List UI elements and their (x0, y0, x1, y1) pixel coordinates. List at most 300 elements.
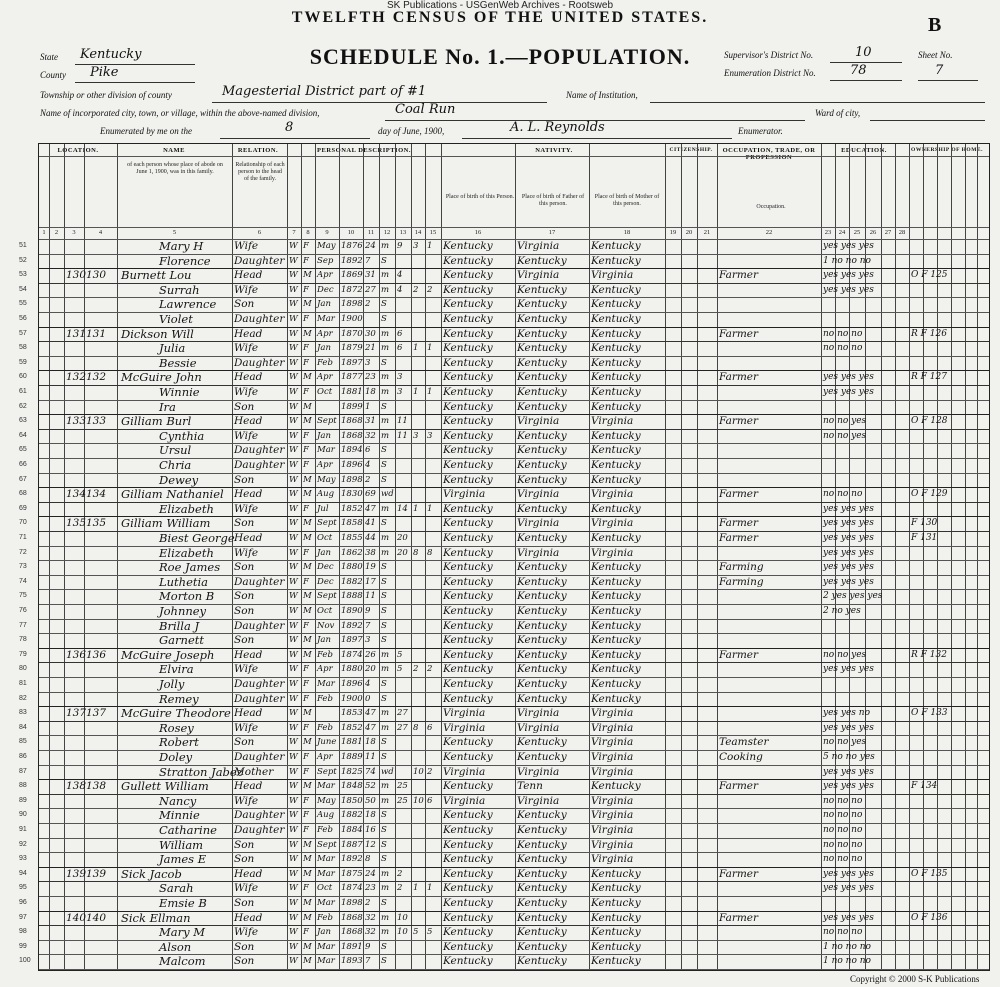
cell-sex: F (303, 576, 309, 587)
cell-age: 24 (365, 868, 376, 879)
cell-rel: Son (234, 517, 255, 530)
cell-name: Elizabeth (159, 501, 214, 516)
cell-mbp: Kentucky (591, 429, 641, 442)
cell-edu: yes yes yes (823, 766, 874, 777)
cell-yr: 1890 (341, 606, 363, 616)
cell-yr: 1876 (341, 241, 363, 251)
cell-yrs: 27 (397, 722, 408, 733)
enumerator-name: A. L. Reynolds (510, 120, 605, 135)
cell-col: W (289, 737, 298, 748)
cell-bp: Kentucky (443, 692, 493, 705)
cell-bp: Kentucky (443, 590, 493, 603)
line-number: 53 (19, 271, 27, 279)
cell-bp: Kentucky (443, 940, 493, 953)
line-number: 87 (19, 767, 27, 775)
cell-age: 31 (365, 270, 376, 281)
cell-dw: 137 (66, 707, 87, 720)
column-number: 5 (172, 229, 177, 236)
cell-mar: S (381, 941, 387, 952)
cell-yr: 1880 (341, 562, 363, 573)
cell-mbp: Kentucky (591, 240, 641, 252)
cell-bp: Kentucky (443, 517, 493, 530)
cell-col: W (289, 868, 298, 879)
cell-mbp: Kentucky (591, 400, 641, 413)
cell-bp: Kentucky (443, 342, 493, 355)
cell-col: W (289, 401, 298, 412)
cell-mo: Oct (317, 387, 333, 397)
line-number: 79 (19, 650, 27, 658)
cell-yrs: 5 (397, 649, 403, 660)
cell-age: 23 (365, 372, 376, 383)
cell-rel: Daughter (234, 678, 285, 690)
cell-col: W (289, 591, 298, 602)
cell-fbp: Virginia (517, 765, 560, 778)
ward-label: Ward of city, (815, 108, 861, 118)
cell-mbp: Virginia (591, 721, 634, 734)
cell-mbp: Kentucky (591, 780, 641, 793)
cell-mar: S (381, 737, 387, 748)
cell-col: W (289, 343, 298, 354)
cell-age: 3 (365, 635, 371, 646)
cell-mar: S (381, 474, 387, 485)
cell-mo: Oct (317, 606, 333, 616)
cell-sex: F (303, 722, 309, 733)
line-number: 89 (19, 796, 27, 804)
cell-edu: no no no (823, 825, 863, 835)
cell-yr: 1892 (341, 854, 363, 865)
cell-sex: M (303, 898, 312, 908)
cell-mo: Sept (317, 766, 337, 777)
cell-mbp: Kentucky (591, 692, 641, 705)
cell-yrs: 10 (397, 927, 408, 938)
sheet-label: Sheet No. (918, 50, 953, 60)
cell-sex: F (303, 547, 309, 558)
cell-sex: F (303, 241, 309, 251)
cell-name: Elizabeth (159, 545, 214, 560)
cell-col: W (289, 693, 298, 704)
cell-rel: Daughter (234, 809, 285, 822)
cell-yrs: 3 (397, 387, 403, 397)
cell-occ: Farmer (719, 269, 759, 282)
cell-edu: 1 no no no (823, 255, 871, 266)
cell-sex: M (303, 635, 312, 646)
group-ownership: OWNERSHIP OF HOME. (911, 147, 983, 153)
cell-name: Dickson Will (121, 326, 194, 341)
column-number: 22 (765, 229, 773, 236)
cell-mo: Sept (317, 416, 337, 427)
cell-rel: Head (234, 371, 263, 384)
cell-edu: yes yes yes (823, 518, 874, 529)
cell-sex: F (303, 445, 309, 456)
cell-age: 47 (365, 722, 376, 733)
cell-rel: Wife (234, 429, 259, 442)
cell-fam: 136 (86, 648, 107, 661)
cell-fbp: Kentucky (517, 444, 567, 457)
cell-col: W (289, 795, 298, 806)
cell-bp: Kentucky (443, 240, 493, 252)
enumeration-district-label: Enumeration District No. (724, 68, 816, 78)
cell-name: Minnie (159, 808, 200, 823)
line-number: 98 (19, 928, 27, 936)
cell-col: W (289, 416, 298, 427)
cell-name: Mary H (159, 239, 204, 253)
cell-yrs: 3 (397, 372, 403, 383)
cell-sex: F (303, 927, 309, 938)
cell-mo: Apr (317, 460, 333, 470)
cell-age: 38 (365, 547, 376, 558)
cell-mar: m (381, 270, 390, 281)
cell-mbp: Kentucky (591, 911, 641, 924)
cell-liv: 1 (427, 343, 433, 354)
cell-rel: Head (234, 780, 263, 793)
cell-mbp: Kentucky (591, 313, 641, 325)
cell-edu: no no no (823, 489, 863, 500)
cell-ch: 3 (413, 241, 419, 251)
city-value: Coal Run (395, 102, 456, 117)
watermark-text: SK Publications - USGenWeb Archives - Rootsweb (386, 0, 614, 11)
cell-yrs: 2 (397, 883, 403, 894)
cell-age: 17 (365, 576, 376, 587)
cell-sex: F (303, 825, 309, 835)
cell-dw: 130 (66, 269, 87, 282)
cell-ch: 2 (413, 284, 419, 295)
cell-mo: Mar (317, 781, 335, 792)
cell-edu: yes yes yes (823, 270, 874, 281)
cell-yr: 1882 (341, 576, 363, 587)
cell-edu: yes yes yes (823, 284, 874, 295)
column-number: 2 (54, 229, 59, 236)
cell-age: 11 (365, 591, 376, 602)
column-number: 21 (703, 229, 711, 236)
cell-yr: 1872 (341, 284, 363, 295)
cell-mbp: Kentucky (591, 532, 641, 544)
cell-sex: F (303, 693, 309, 704)
cell-name: Sarah (159, 881, 194, 896)
column-number: 12 (383, 229, 391, 236)
cell-mar: m (381, 547, 390, 558)
cell-age: 26 (365, 649, 376, 660)
line-number: 67 (19, 475, 27, 483)
cell-yr: 1852 (341, 722, 363, 733)
cell-mo: Jul (317, 503, 329, 514)
cell-bp: Kentucky (443, 838, 493, 851)
cell-yr: 1898 (341, 299, 363, 310)
column-number: 27 (884, 229, 892, 236)
cell-mbp: Kentucky (591, 678, 641, 690)
cell-bp: Kentucky (443, 853, 493, 866)
cell-liv: 1 (427, 241, 433, 251)
cell-age: 7 (365, 620, 371, 631)
cell-name: Nancy (159, 793, 197, 808)
cell-fbp: Kentucky (517, 867, 567, 880)
cell-mo: Sept (317, 591, 337, 602)
cell-mbp: Virginia (591, 736, 634, 749)
cell-mo: Mar (317, 898, 335, 908)
mother-birthplace-column-header: Place of birth of Mother of this person. (594, 194, 660, 207)
cell-mo: Mar (317, 868, 335, 879)
line-number: 58 (19, 344, 27, 352)
cell-fbp: Kentucky (517, 882, 567, 895)
cell-name: Garnett (159, 633, 204, 648)
line-number: 91 (19, 826, 27, 833)
cell-yr: 1887 (341, 839, 363, 850)
cell-mar: S (381, 314, 387, 324)
cell-mar: m (381, 416, 390, 427)
cell-sex: M (303, 372, 312, 383)
cell-mo: Apr (317, 270, 333, 281)
cell-rel: Daughter (234, 575, 285, 588)
cell-col: W (289, 839, 298, 850)
cell-mar: wd (381, 766, 394, 777)
cell-fbp: Kentucky (517, 386, 567, 398)
cell-name: Lawrence (159, 297, 217, 312)
cell-mar: m (381, 883, 390, 894)
cell-yr: 1874 (341, 649, 363, 660)
cell-mo: Jan (317, 430, 331, 441)
cell-col: W (289, 752, 298, 762)
cell-rel: Wife (234, 926, 259, 939)
cell-edu: 5 no no yes (823, 752, 875, 762)
cell-col: W (289, 635, 298, 646)
cell-dw: 133 (66, 415, 87, 428)
cell-mar: m (381, 708, 390, 719)
cell-name: McGuire Joseph (121, 647, 215, 662)
cell-fbp: Virginia (517, 269, 560, 282)
enumerated-label: Enumerated by me on the (100, 126, 192, 136)
cell-sex: M (303, 941, 312, 952)
supervisor-label: Supervisor's District No. (724, 50, 814, 60)
cell-sex: F (303, 620, 309, 631)
cell-mar: m (381, 781, 390, 792)
cell-rel: Wife (234, 342, 259, 355)
cell-mo: Jan (317, 547, 331, 558)
cell-yrs: 6 (397, 343, 403, 354)
cell-age: 4 (365, 679, 371, 689)
cell-mar: S (381, 445, 387, 456)
cell-col: W (289, 883, 298, 894)
cell-mo: Sept (317, 518, 337, 529)
cell-name: Julia (159, 341, 186, 356)
line-number: 72 (19, 548, 27, 556)
cell-sex: F (303, 503, 309, 514)
cell-rel: Head (234, 327, 263, 340)
column-number: 1 (42, 229, 46, 236)
copyright-text: Copyright © 2000 S-K Publications (850, 974, 980, 984)
cell-edu: no no no (823, 839, 863, 850)
cell-yr: 1894 (341, 445, 363, 456)
cell-age: 44 (365, 533, 376, 543)
line-number: 88 (19, 782, 27, 790)
cell-age: 69 (365, 489, 376, 500)
column-number: 18 (623, 229, 631, 236)
cell-edu: yes yes yes (823, 533, 874, 543)
cell-sex: F (303, 343, 309, 354)
cell-mbp: Kentucky (591, 575, 641, 588)
line-number: 56 (19, 315, 27, 322)
cell-name: Mary M (159, 925, 206, 940)
cell-name: Luthetia (159, 574, 209, 589)
cell-mo: Feb (317, 693, 333, 704)
cell-mo: Mar (317, 679, 335, 689)
cell-name: Surrah (159, 282, 200, 297)
cell-col: W (289, 606, 298, 616)
cell-fam: 133 (86, 415, 107, 428)
cell-edu: no no yes (823, 430, 867, 441)
cell-name: Doley (159, 750, 193, 764)
cell-name: Gullett William (121, 779, 209, 794)
cell-edu: yes yes yes (823, 562, 874, 573)
cell-dw: 131 (66, 327, 87, 340)
cell-col: W (289, 562, 298, 573)
cell-mar: m (381, 343, 390, 354)
cell-name: Ursul (159, 443, 192, 458)
cell-yrs: 25 (397, 781, 408, 792)
cell-own: R F 126 (911, 328, 947, 339)
cell-mar: m (381, 533, 390, 543)
cell-edu: no no yes (823, 737, 867, 748)
cell-mo: Feb (317, 825, 333, 835)
cell-yrs: 10 (397, 912, 408, 923)
line-number: 52 (19, 256, 27, 264)
cell-rel: Wife (234, 663, 259, 676)
cell-yr: 1868 (341, 416, 363, 427)
cell-bp: Kentucky (443, 502, 493, 515)
cell-fam: 130 (86, 269, 107, 282)
column-number: 16 (474, 229, 482, 236)
cell-fbp: Virginia (517, 488, 560, 501)
cell-edu: yes yes yes (823, 241, 874, 251)
cell-mar: S (381, 679, 387, 689)
cell-mbp: Kentucky (591, 283, 641, 296)
cell-occ: Farming (719, 575, 764, 588)
cell-name: Emsie B (159, 896, 207, 910)
cell-mbp: Kentucky (591, 561, 641, 574)
cell-fbp: Virginia (517, 546, 560, 559)
column-number: 15 (429, 229, 437, 236)
cell-bp: Virginia (443, 765, 486, 778)
cell-sex: M (303, 299, 312, 310)
cell-age: 31 (365, 416, 376, 427)
cell-fbp: Kentucky (517, 356, 567, 369)
cell-yrs: 2 (397, 868, 403, 879)
cell-yrs: 20 (397, 547, 408, 558)
line-number: 60 (19, 373, 27, 381)
cell-bp: Kentucky (443, 736, 493, 749)
cell-sex: F (303, 810, 309, 821)
cell-rel: Wife (234, 386, 259, 398)
cell-age: 16 (365, 825, 376, 835)
cell-mbp: Kentucky (591, 371, 641, 384)
cell-mar: S (381, 620, 387, 631)
cell-fbp: Kentucky (517, 459, 567, 471)
cell-name: Malcom (159, 954, 206, 969)
cell-mar: m (381, 868, 390, 879)
line-number: 66 (19, 461, 27, 468)
cell-rel: Son (234, 955, 255, 968)
cell-mbp: Kentucky (591, 459, 641, 471)
cell-yrs: 4 (397, 270, 403, 281)
line-number: 69 (19, 504, 27, 512)
cell-sex: F (303, 357, 309, 368)
line-number: 85 (19, 738, 27, 746)
city-label: Name of incorporated city, town, or village, within the above-named division, (40, 108, 320, 118)
cell-edu: yes yes yes (823, 912, 874, 923)
cell-age: 4 (365, 460, 371, 470)
cell-yr: 1881 (341, 387, 363, 397)
cell-fbp: Kentucky (517, 809, 567, 822)
cell-fbp: Kentucky (517, 853, 567, 866)
line-number: 97 (19, 913, 27, 921)
cell-mbp: Kentucky (591, 473, 641, 486)
cell-yr: 1892 (341, 620, 363, 631)
cell-name: Roe James (159, 560, 221, 575)
cell-edu: yes yes yes (823, 372, 874, 383)
cell-fam: 137 (86, 707, 107, 720)
cell-rel: Daughter (234, 619, 285, 632)
cell-bp: Kentucky (443, 429, 493, 442)
group-occupation: OCCUPATION, TRADE, OR PROFESSION (722, 147, 816, 161)
cell-name: Morton B (159, 589, 215, 604)
cell-rel: Daughter (234, 751, 285, 763)
cell-name: Dewey (159, 472, 199, 487)
column-number: 4 (98, 229, 103, 236)
cell-name: McGuire Theodore (121, 706, 231, 721)
column-number: 19 (669, 229, 677, 236)
column-number: 10 (347, 229, 355, 236)
line-number: 90 (19, 811, 27, 819)
cell-occ: Cooking (719, 751, 763, 763)
cell-age: 18 (365, 737, 376, 748)
cell-mar: S (381, 635, 387, 646)
cell-rel: Son (234, 298, 255, 311)
cell-own: F 134 (911, 781, 938, 792)
cell-mar: m (381, 328, 390, 339)
line-number: 63 (19, 417, 27, 425)
cell-age: 2 (365, 474, 371, 485)
cell-ch: 1 (413, 343, 419, 354)
cell-edu: yes yes yes (823, 664, 874, 675)
cell-sex: M (303, 912, 312, 923)
cell-mo: Mar (317, 314, 335, 324)
cell-bp: Kentucky (443, 780, 493, 793)
cell-age: 20 (365, 664, 376, 675)
census-title: TWELFTH CENSUS OF THE UNITED STATES. (291, 9, 709, 26)
cell-col: W (289, 270, 298, 281)
cell-edu: no no no (823, 795, 863, 806)
column-number: 6 (257, 229, 262, 236)
cell-sex: F (303, 284, 309, 295)
cell-own: O F 128 (911, 416, 948, 427)
cell-bp: Kentucky (443, 254, 493, 267)
cell-bp: Kentucky (443, 911, 493, 924)
cell-age: 52 (365, 781, 376, 792)
line-number: 64 (19, 431, 27, 439)
cell-sex: M (303, 649, 312, 660)
cell-dw: 138 (66, 780, 87, 793)
cell-name: Biest George (159, 531, 235, 545)
cell-edu: yes yes yes (823, 503, 874, 514)
cell-edu: no no no (823, 343, 863, 354)
cell-yr: 1874 (341, 883, 363, 894)
cell-mar: S (381, 854, 387, 865)
cell-edu: yes yes yes (823, 547, 874, 558)
cell-yr: 1881 (341, 737, 363, 748)
state-label: State (40, 52, 58, 62)
cell-bp: Kentucky (443, 400, 493, 413)
line-number: 80 (19, 665, 27, 673)
column-number: 23 (824, 229, 832, 236)
cell-fbp: Virginia (517, 794, 560, 807)
